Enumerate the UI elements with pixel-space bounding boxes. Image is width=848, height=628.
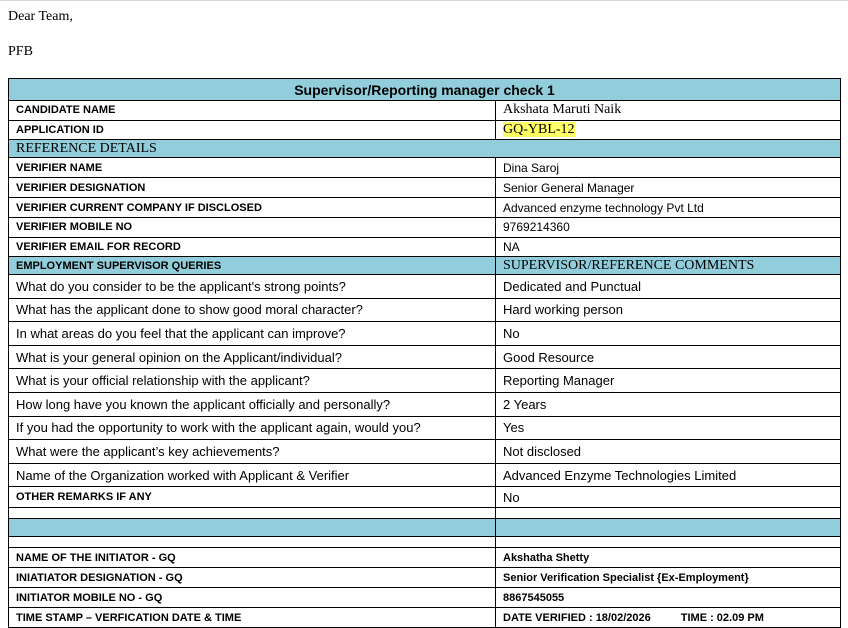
query-answer: Dedicated and Punctual [496,275,841,299]
intro-text: PFB [8,44,33,59]
query-row [9,392,841,416]
query-question: How long have you known the applicant officially and personally? [9,392,496,416]
candidate-name-label: CANDIDATE NAME [9,101,496,121]
candidate-name-value: Akshata Maruti Naik [496,101,841,121]
table-title-row [9,79,841,101]
query-answer: Reporting Manager [496,369,841,393]
query-row [9,322,841,346]
query-question: Name of the Organization worked with Applicant & Verifier [9,463,496,487]
table-row [9,568,841,588]
query-question: What is your general opinion on the Applicant/individual? [9,345,496,369]
application-id-label: APPLICATION ID [9,120,496,140]
query-row [9,298,841,322]
table-row [9,101,841,121]
query-answer: Hard working person [496,298,841,322]
table-row [9,198,841,218]
query-answer: Yes [496,416,841,440]
query-question: What has the applicant done to show good moral character? [9,298,496,322]
verifier-email-value: NA [496,237,841,257]
table-row [9,158,841,178]
other-remarks-label: OTHER REMARKS IF ANY [9,487,496,508]
initiator-mobile-label: INITIATOR MOBILE NO - GQ [9,588,496,608]
table-row [9,548,841,568]
spacer-cell [496,537,841,548]
blank-header-cell [496,519,841,537]
table-row [9,487,841,508]
query-row [9,440,841,464]
initiator-designation-value: Senior Verification Specialist {Ex-Employment} [496,568,841,588]
query-answer: Advanced Enzyme Technologies Limited [496,463,841,487]
query-question: If you had the opportunity to work with the applicant again, would you? [9,416,496,440]
query-answer: Not disclosed [496,440,841,464]
initiator-designation-label: INIATIATOR DESIGNATION - GQ [9,568,496,588]
top-divider [0,0,848,1]
reference-header-row [9,140,841,158]
timestamp-value [496,608,841,628]
table-row [9,120,841,140]
spacer-row [9,508,841,519]
query-question: What were the applicant’s key achievements? [9,440,496,464]
table-row [9,218,841,238]
table-row [9,237,841,257]
verifier-company-value: Advanced enzyme technology Pvt Ltd [496,198,841,218]
initiator-mobile-value: 8867545055 [496,588,841,608]
table-row [9,588,841,608]
query-row [9,416,841,440]
other-remarks-value: No [496,487,841,508]
initiator-name-label: NAME OF THE INITIATOR - GQ [9,548,496,568]
verifier-name-label: VERIFIER NAME [9,158,496,178]
query-answer: No [496,322,841,346]
verification-table [8,78,841,628]
timestamp-label: TIME STAMP – VERFICATION DATE & TIME [9,608,496,628]
table-row [9,608,841,628]
verifier-mobile-label: VERIFIER MOBILE NO [9,218,496,238]
queries-header-row [9,257,841,275]
verifier-email-label: VERIFIER EMAIL FOR RECORD [9,237,496,257]
query-question: What do you consider to be the applicant's strong points? [9,275,496,299]
verifier-mobile-value: 9769214360 [496,218,841,238]
application-id-value: GQ-YBL-12 [503,121,575,137]
query-row [9,345,841,369]
verified-date: DATE VERIFIED : 18/02/2026 [503,611,651,624]
verifier-designation-label: VERIFIER DESIGNATION [9,178,496,198]
verifier-name-value: Dina Saroj [496,158,841,178]
blank-header-cell [9,519,496,537]
greeting-text: Dear Team, [8,9,73,24]
spacer-cell [9,537,496,548]
query-answer: 2 Years [496,392,841,416]
query-row [9,463,841,487]
verifier-designation-value: Senior General Manager [496,178,841,198]
query-row [9,369,841,393]
blank-header-row [9,519,841,537]
table-title: Supervisor/Reporting manager check 1 [9,79,841,101]
query-answer: Good Resource [496,345,841,369]
initiator-name-value: Akshatha Shetty [496,548,841,568]
queries-header-left: EMPLOYMENT SUPERVISOR QUERIES [9,257,496,275]
spacer-cell [9,508,496,519]
verifier-company-label: VERIFIER CURRENT COMPANY IF DISCLOSED [9,198,496,218]
table-row [9,178,841,198]
spacer-cell [496,508,841,519]
reference-details-header: REFERENCE DETAILS [9,140,841,158]
queries-header-right: SUPERVISOR/REFERENCE COMMENTS [496,257,841,275]
query-question: In what areas do you feel that the applicant can improve? [9,322,496,346]
query-row [9,275,841,299]
query-question: What is your official relationship with the applicant? [9,369,496,393]
verified-time: TIME : 02.09 PM [680,611,764,624]
spacer-row [9,537,841,548]
